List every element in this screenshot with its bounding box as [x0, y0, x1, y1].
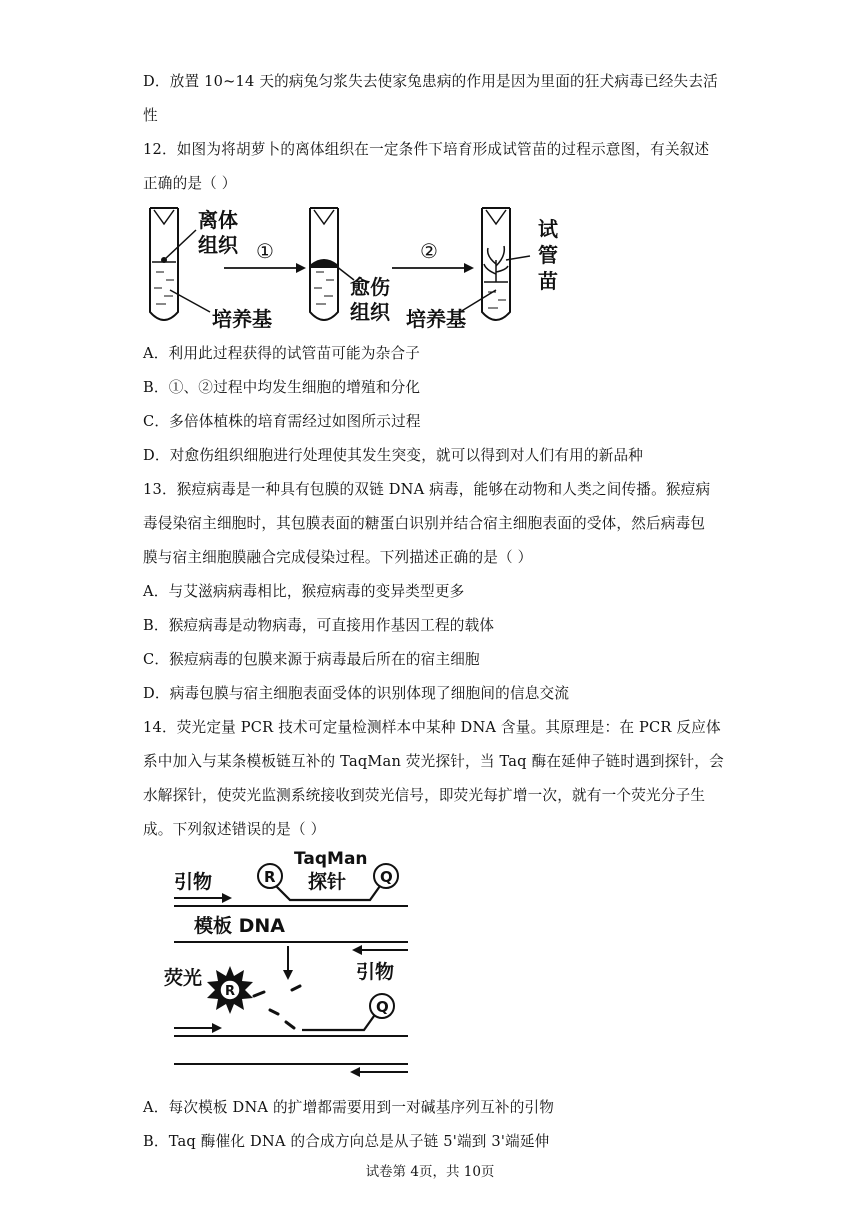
q13-stem: 13．猴痘病毒是一种具有包膜的双链 DNA 病毒，能够在动物和人类之间传播。猴痘病 [143, 481, 711, 498]
probe-fragments [254, 986, 300, 1028]
taqman-pcr-figure [160, 842, 420, 1088]
step-2-label: ② [420, 239, 438, 263]
q14-stem-cont-2: 水解探针，使荧光监测系统接收到荧光信号，即荧光每扩增一次，就有一个荧光分子生 [143, 787, 706, 804]
reverse-extension-arrow [350, 1067, 408, 1077]
step-1-label: ① [256, 239, 274, 263]
line-d11-cont: 性 [143, 107, 158, 124]
label-medium-1: 培养基 [212, 307, 272, 331]
label-primer-bottom: 引物 [356, 961, 395, 983]
label-callus-1: 愈伤 [350, 275, 390, 299]
q12-option-a: A．利用此过程获得的试管苗可能为杂合子 [143, 345, 421, 362]
q14-option-b: B．Taq 酶催化 DNA 的合成方向总是从子链 5'端到 3'端延伸 [143, 1133, 550, 1150]
primer-reverse-arrow [352, 945, 408, 955]
q13-stem-cont-1: 毒侵染宿主细胞时，其包膜表面的糖蛋白识别并结合宿主细胞表面的受体，然后病毒包 [143, 515, 706, 532]
label-fluorescence: 荧光 [164, 967, 203, 989]
probe-remnant [302, 1016, 374, 1030]
label-plantlet-1: 试 [538, 217, 558, 241]
q13-option-b: B．猴痘病毒是动物病毒，可直接用作基因工程的载体 [143, 617, 495, 634]
line-d11: D．放置 10~14 天的病兔匀浆失去使家兔患病的作用是因为里面的狂犬病毒已经失去活 [143, 73, 718, 90]
process-arrow [283, 946, 293, 980]
q12-option-c: C．多倍体植株的培育需经过如图所示过程 [143, 413, 421, 430]
label-callus-2: 组织 [350, 300, 390, 324]
reporter-label-2: R [225, 984, 236, 999]
tissue-culture-figure [140, 200, 600, 335]
q12-stem-cont: 正确的是（ ） [143, 175, 237, 192]
label-plantlet-3: 苗 [538, 269, 558, 293]
reporter-label: R [264, 868, 276, 886]
quencher-label: Q [380, 868, 393, 886]
q14-stem-cont-1: 系中加入与某条模板链互补的 TaqMan 荧光探针，当 Taq 酶在延伸子链时遇到探针，会 [143, 753, 724, 770]
callus-mass [311, 259, 337, 268]
q14-option-a: A．每次模板 DNA 的扩增都需要用到一对碱基序列互补的引物 [143, 1099, 555, 1116]
label-tissue-1: 离体 [198, 208, 238, 232]
label-plantlet-2: 管 [538, 243, 558, 267]
arrow-step-1 [224, 263, 306, 273]
label-primer-top: 引物 [174, 871, 213, 893]
q12-stem: 12．如图为将胡萝卜的离体组织在一定条件下培育形成试管苗的过程示意图，有关叙述 [143, 141, 710, 158]
q14-stem-cont-3: 成。下列叙述错误的是（ ） [143, 821, 326, 838]
plantlet [484, 246, 508, 282]
extension-arrow [174, 1023, 222, 1033]
q12-option-d: D．对愈伤组织细胞进行处理使其发生突变，就可以得到对人们有用的新品种 [143, 447, 644, 464]
q13-option-a: A．与艾滋病病毒相比，猴痘病毒的变异类型更多 [143, 583, 465, 600]
quencher-label-2: Q [376, 998, 389, 1016]
probe-word: 探针 [308, 871, 347, 893]
page-footer: 试卷第 4页，共 10页 [365, 1164, 495, 1180]
probe-name: TaqMan [294, 849, 368, 869]
test-tube-1 [150, 208, 178, 320]
q13-stem-cont-2: 膜与宿主细胞膜融合完成侵染过程。下列描述正确的是（ ） [143, 549, 533, 566]
q14-stem: 14．荧光定量 PCR 技术可定量检测样本中某种 DNA 含量。其原理是：在 PCR 反应体 [143, 719, 721, 736]
arrow-step-2 [392, 263, 474, 273]
q12-option-b: B．①、②过程中均发生细胞的增殖和分化 [143, 379, 421, 396]
label-template: 模板 DNA [194, 915, 285, 937]
label-medium-2: 培养基 [406, 307, 466, 331]
q13-option-d: D．病毒包膜与宿主细胞表面受体的识别体现了细胞间的信息交流 [143, 685, 570, 702]
q13-option-c: C．猴痘病毒的包膜来源于病毒最后所在的宿主细胞 [143, 651, 480, 668]
primer-top-arrow [174, 893, 232, 903]
label-tissue-2: 组织 [198, 233, 238, 257]
